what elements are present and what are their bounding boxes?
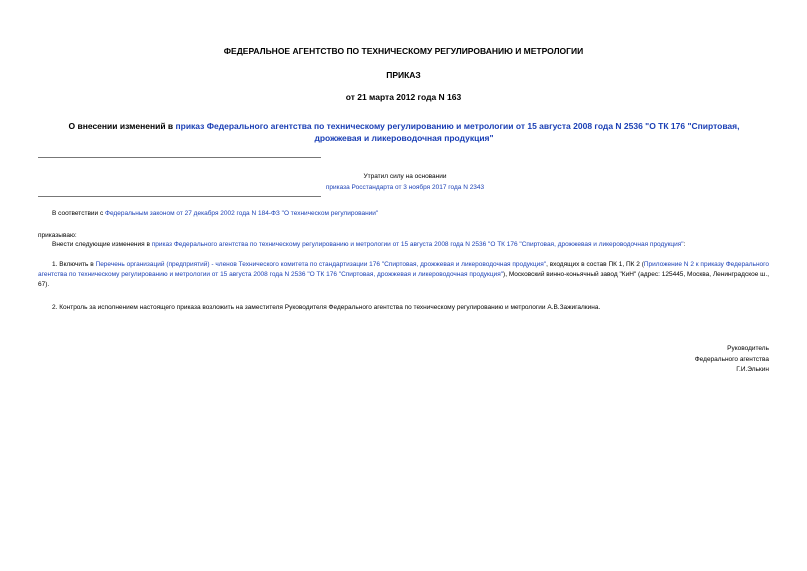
title-order-link[interactable]: приказ Федерального агентства по техническому регулированию и метрологии от 15 августа 2008 года N 2536 "О ТК 176 "Спиртовая, дрожжевая и ликероводочная продукция": [175, 121, 740, 143]
doc-type-heading: ПРИКАЗ: [386, 70, 421, 80]
signature-organization: Федерального агентства: [694, 355, 769, 363]
amended-order-link[interactable]: приказ Федерального агентства по техническому регулированию и метрологии от 15 августа 2008 года N 2536 "О ТК 176 "Спиртовая, дрожжевая и ликероводочная продукция": [151, 241, 684, 248]
law-prefix: В соответствии с: [52, 210, 106, 217]
status-repeal-link[interactable]: приказа Росстандарта от 3 ноября 2017 года N 2343: [325, 184, 485, 191]
item1-prefix: 1. Включить в: [52, 261, 96, 268]
federal-law-link[interactable]: Федеральным законом от 27 декабря 2002 года N 184-ФЗ "О техническом регулировании": [105, 210, 379, 217]
status-line: Утратил силу на основании: [363, 173, 447, 180]
date-number-heading: от 21 марта 2012 года N 163: [345, 92, 462, 102]
agency-heading: ФЕДЕРАЛЬНОЕ АГЕНТСТВО ПО ТЕХНИЧЕСКОМУ РЕГУЛИРОВАНИЮ И МЕТРОЛОГИИ: [223, 46, 584, 56]
title-prefix: О внесении изменений в: [68, 121, 176, 131]
signature-position: Руководитель: [727, 345, 769, 352]
divider-top: [38, 157, 321, 158]
item1-mid: , входящих в состав ПК 1, ПК 2 (: [546, 261, 644, 268]
intro-suffix: :: [683, 241, 686, 248]
status-note: [255, 171, 555, 193]
signature-block: [695, 344, 769, 376]
item-1-paragraph: [38, 260, 769, 290]
item-2-paragraph: 2. Контроль за исполнением настоящего приказа возложить на заместителя Руководителя Федерального агентства по техническому регулированию и метрологии А.В.Зажигалкина.: [52, 304, 601, 311]
members-list-link[interactable]: Перечень организаций (предприятий) - членов Технического комитета по стандартизации 176 "Спиртовая, дрожжевая и ликероводочная продукция": [95, 261, 547, 268]
appendix-2-link[interactable]: Приложение N 2 к приказу Федерального агентства по техническому регулированию и метрологии от 15 августа 2008 года N 2536 "О ТК 176 "Спиртовая, дрожжевая и ликероводочная продукция": [38, 261, 769, 278]
divider-bottom: [38, 196, 321, 197]
signature-name: Г.И.Элькин: [736, 366, 769, 373]
law-paragraph: [52, 209, 772, 219]
item1-suffix: ), Московский винно-коньячный завод "КиН" (адрес: 125445, Москва, Ленинградское ш., 67).: [38, 271, 769, 288]
intro-paragraph: [52, 240, 772, 250]
document-title: [44, 121, 764, 144]
order-word: приказываю:: [38, 232, 77, 239]
intro-prefix: Внести следующие изменения в: [52, 241, 152, 248]
